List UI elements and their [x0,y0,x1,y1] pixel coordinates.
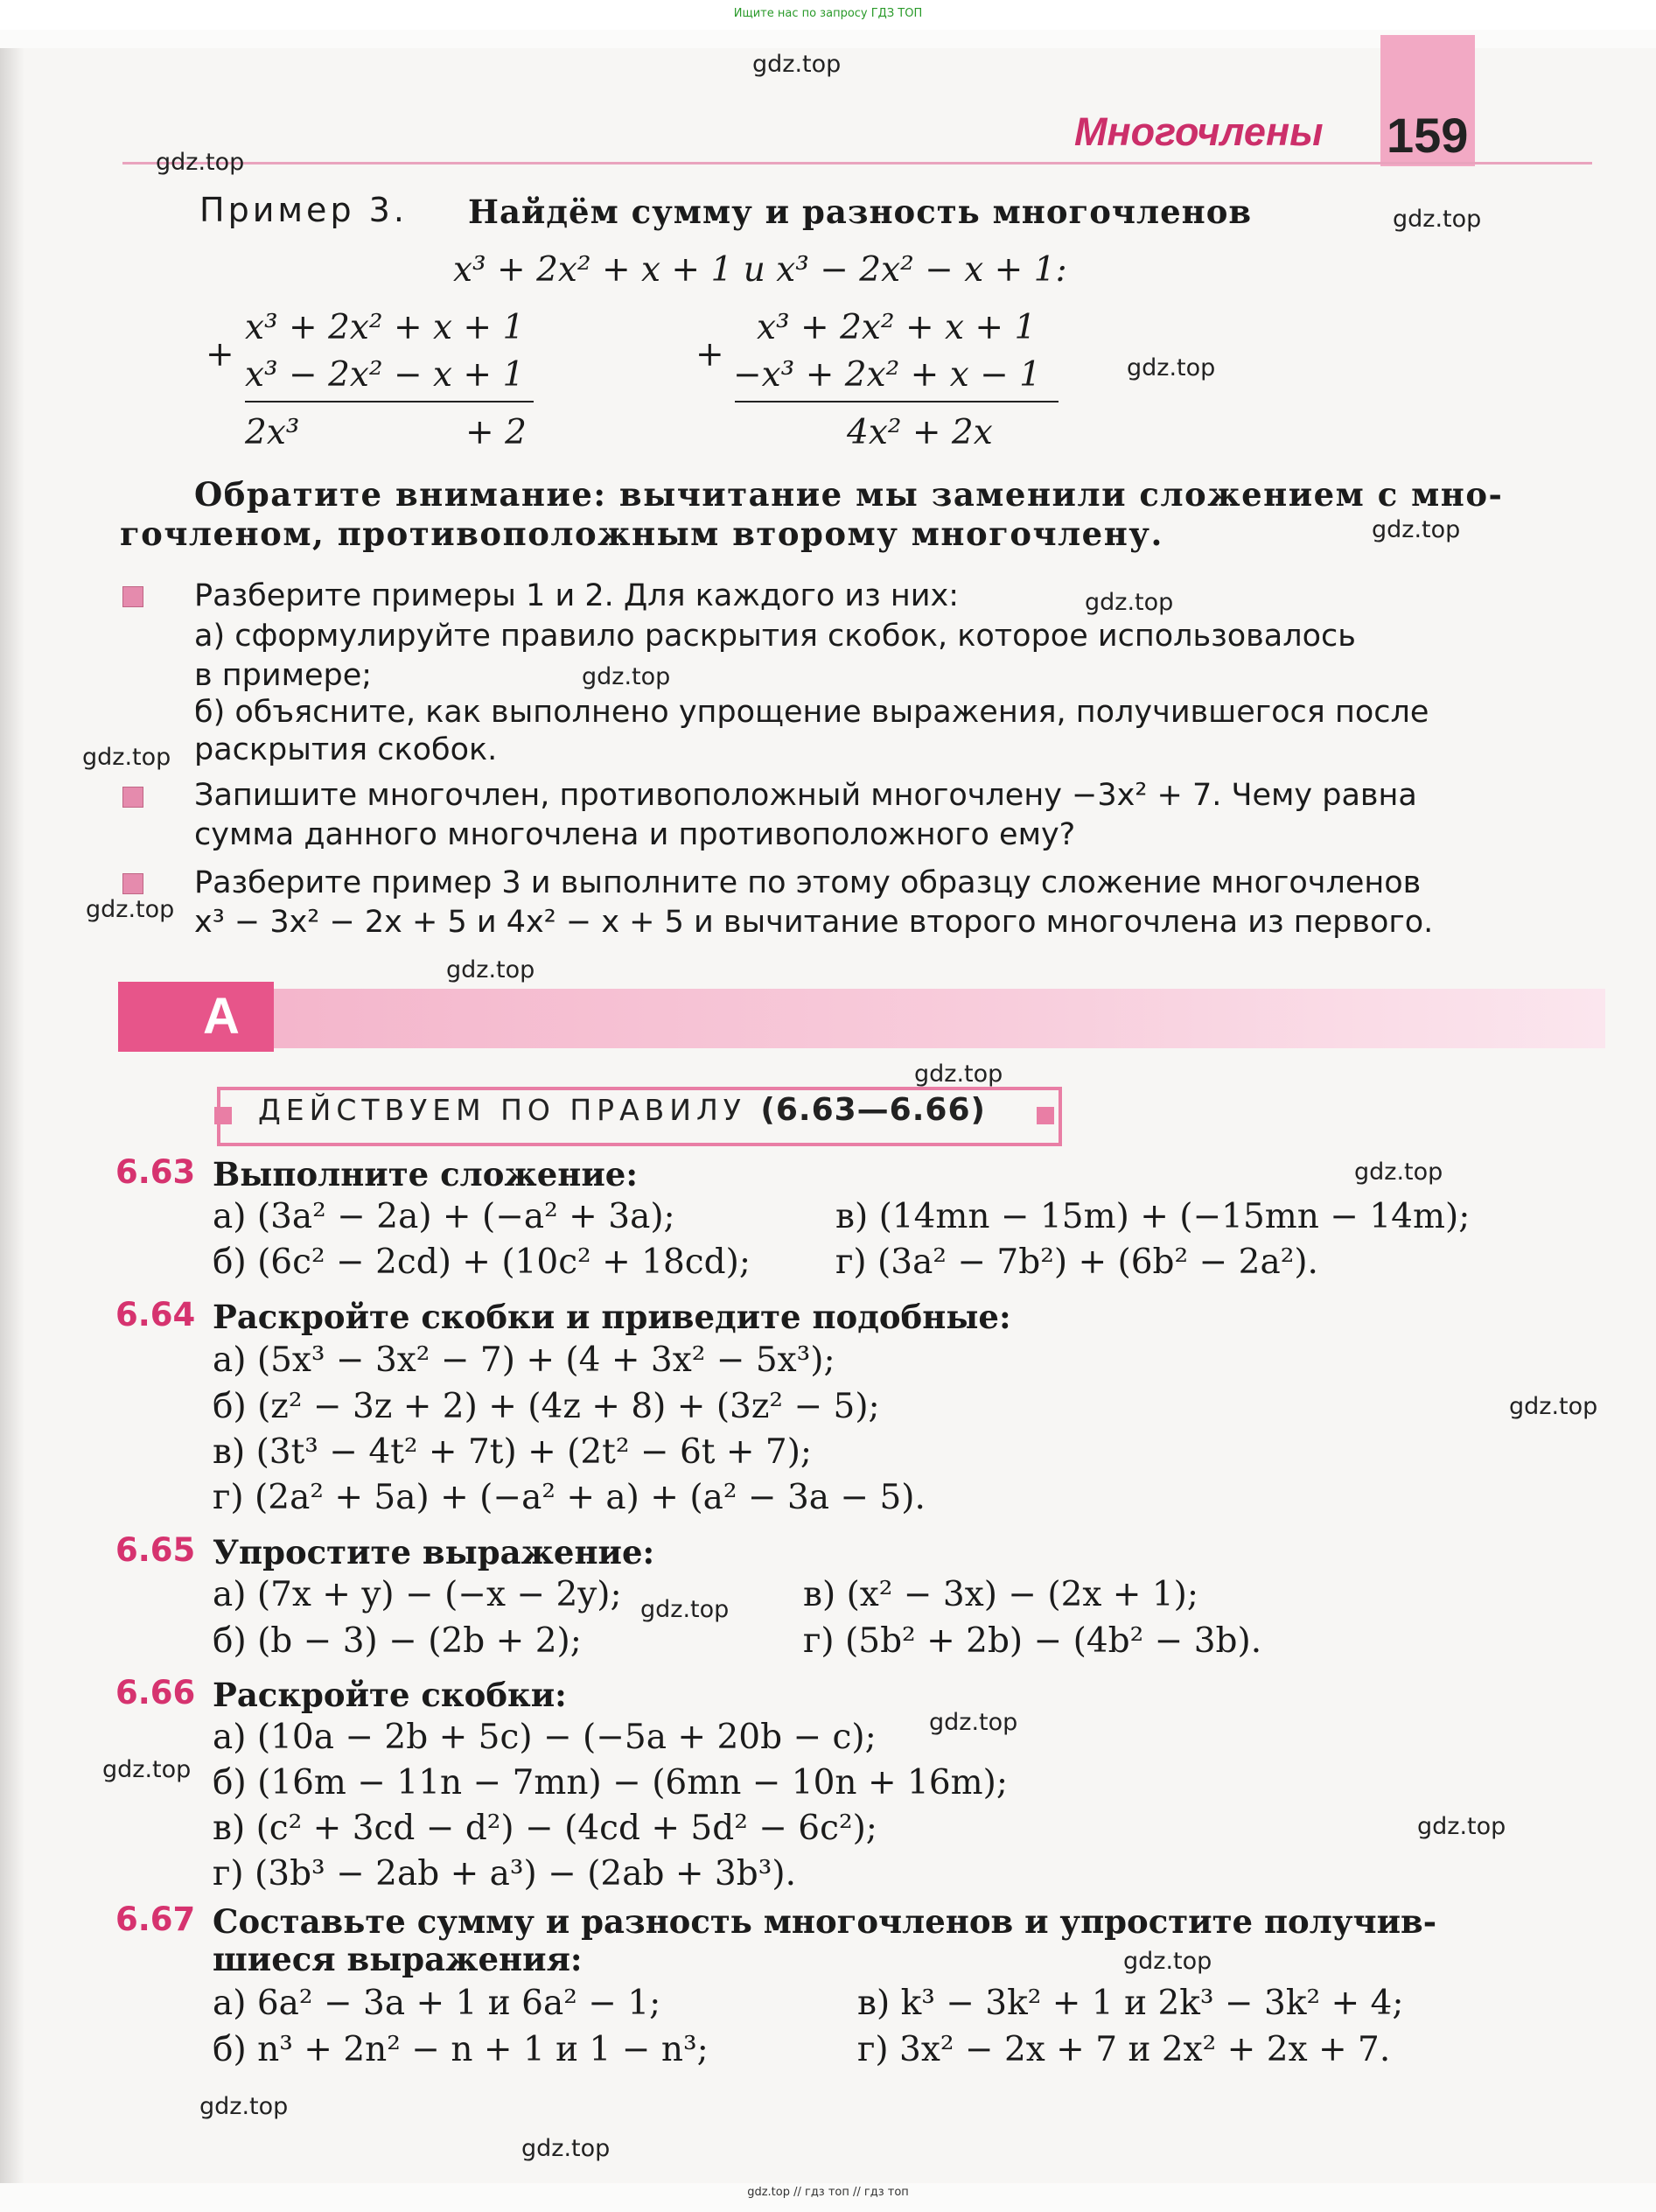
page-number: 159 [1387,108,1469,163]
top-banner-text: Ищите нас по запросу ГДЗ ТОП [733,7,923,20]
exercise-item: б) (6c² − 2cd) + (10c² + 18cd); [213,1242,751,1282]
sum-row1: x³ + 2x² + x + 1 [245,308,525,347]
exercise-number: 6.64 [115,1296,196,1334]
task1-line2: а) сформулируйте правило раскрытия скобок, которое использовалось [194,619,1356,654]
exercise-item: г) 3x² − 2x + 7 и 2x² + 2x + 7. [857,2030,1391,2069]
watermark: gdz.top [1123,1948,1212,1975]
exercise-item: а) 6a² − 3a + 1 и 6a² − 1; [213,1984,661,2023]
header-divider [122,162,1592,164]
exercise-title-cont: шиеся выражения: [213,1940,583,1978]
task1-line1: Разберите примеры 1 и 2. Для каждого из них: [194,578,960,613]
watermark: gdz.top [1085,589,1174,616]
exercise-item: г) (5b² + 2b) − (4b² − 3b). [803,1621,1262,1661]
exercise-item: в) (3t³ − 4t² + 7t) + (2t² − 6t + 7); [213,1432,813,1472]
rule-box-title [258,1092,986,1128]
task2-line2: сумма данного многочлена и противоположного ему? [194,817,1076,852]
exercise-item: б) n³ + 2n² − n + 1 и 1 − n³; [213,2030,709,2069]
section-letter: А [203,988,240,1045]
task1-line4: б) объясните, как выполнено упрощение выражения, получившегося после [194,695,1429,730]
example-polynomials: x³ + 2x² + x + 1 и x³ − 2x² − x + 1: [453,250,1067,290]
task2-line1: Запишите многочлен, противоположный многочлену −3x² + 7. Чему равна [194,778,1417,813]
watermark: gdz.top [521,2135,611,2162]
watermark: gdz.top [1509,1393,1598,1420]
watermark: gdz.top [752,51,842,78]
bottom-banner-text: gdz.top // гдз топ // гдз топ [747,2186,909,2199]
task3-line1: Разберите пример 3 и выполните по этому образцу сложение многочленов [194,865,1422,900]
exercise-title: Раскройте скобки: [213,1676,567,1714]
exercise-title: Составьте сумму и разность многочленов и упростите получив- [213,1902,1437,1941]
watermark: gdz.top [446,956,535,984]
sum-result-left: 2x³ [245,413,300,452]
watermark: gdz.top [1372,516,1461,543]
chapter-title: Многочлены [1074,109,1324,154]
sum-row2: x³ − 2x² − x + 1 [245,355,525,395]
exercise-item: а) (10a − 2b + 5c) − (−5a + 20b − c); [213,1718,877,1757]
section-letter-box [118,982,274,1052]
exercise-item: г) (3a² − 7b²) + (6b² − 2a²). [835,1242,1318,1282]
diff-result-line [735,401,1059,402]
diff-row1: x³ + 2x² + x + 1 [757,308,1037,347]
exercise-title: Выполните сложение: [213,1155,639,1194]
watermark: gdz.top [1127,354,1216,382]
sum-result-right: + 2 [465,413,527,452]
exercise-number: 6.63 [115,1153,196,1191]
watermark: gdz.top [86,896,175,923]
exercise-item: а) (3a² − 2a) + (−a² + 3a); [213,1197,675,1236]
exercise-item: б) (16m − 11n − 7mn) − (6mn − 10n + 16m); [213,1763,1008,1802]
diff-result: 4x² + 2x [847,413,993,452]
exercise-number: 6.65 [115,1531,196,1569]
watermark: gdz.top [929,1709,1018,1736]
rule-box-range: (6.63—6.66) [760,1092,986,1128]
sum-result-line [245,401,534,402]
rule-box-label: ДЕЙСТВУЕМ ПО ПРАВИЛУ [258,1093,746,1127]
section-band [118,989,1605,1048]
exercise-item: а) (5x³ − 3x² − 7) + (4 + 3x² − 5x³); [213,1340,835,1380]
task-bullet [122,586,143,607]
watermark: gdz.top [199,2093,289,2120]
task1-line5: раскрытия скобок. [194,732,498,767]
exercise-number: 6.66 [115,1674,196,1712]
exercise-title: Раскройте скобки и приведите подобные: [213,1298,1011,1336]
exercise-title: Упростите выражение: [213,1533,655,1572]
watermark: gdz.top [1393,206,1482,233]
watermark: gdz.top [1354,1158,1443,1186]
exercise-item: в) (14mn − 15m) + (−15mn − 14m); [835,1197,1471,1236]
watermark: gdz.top [102,1756,192,1783]
exercise-number: 6.67 [115,1900,196,1938]
task-bullet [122,787,143,808]
exercise-item: б) (z² − 3z + 2) + (4z + 8) + (3z² − 5); [213,1387,880,1426]
exercise-item: в) (c² + 3cd − d²) − (4cd + 5d² − 6c²); [213,1809,877,1848]
watermark: gdz.top [914,1060,1003,1088]
exercise-item: г) (3b³ − 2ab + a³) − (2ab + 3b³). [213,1854,796,1894]
exercise-item: в) k³ − 3k² + 1 и 2k³ − 3k² + 4; [857,1984,1404,2023]
diff-row2: −x³ + 2x² + x − 1 [733,355,1041,395]
sum-sign: + [206,335,234,374]
task1-line3: в примере; [194,658,373,693]
note-line2: гочленом, противоположным второму многочлену. [120,514,1163,553]
task3-line2: x³ − 3x² − 2x + 5 и 4x² − x + 5 и вычитание второго многочлена из первого. [194,905,1434,940]
exercise-item: в) (x² − 3x) − (2x + 1); [803,1575,1199,1614]
rule-box-marker-left [214,1107,232,1124]
exercise-item: г) (2a² + 5a) + (−a² + a) + (a² − 3a − 5). [213,1478,926,1517]
note-line1: Обратите внимание: вычитание мы заменили сложением с мно- [194,475,1504,514]
example-intro: Найдём сумму и разность многочленов [468,192,1253,231]
watermark: gdz.top [156,149,245,176]
watermark: gdz.top [582,663,671,690]
rule-box-marker-right [1037,1107,1054,1124]
task-bullet [122,873,143,894]
watermark: gdz.top [1417,1813,1506,1840]
watermark: gdz.top [640,1596,730,1623]
watermark: gdz.top [82,744,171,771]
diff-sign: + [695,335,724,374]
page-edge-shadow [0,48,24,2183]
exercise-item: б) (b − 3) − (2b + 2); [213,1621,582,1661]
example-label: Пример 3. [199,191,408,229]
exercise-item: а) (7x + y) − (−x − 2y); [213,1575,622,1614]
